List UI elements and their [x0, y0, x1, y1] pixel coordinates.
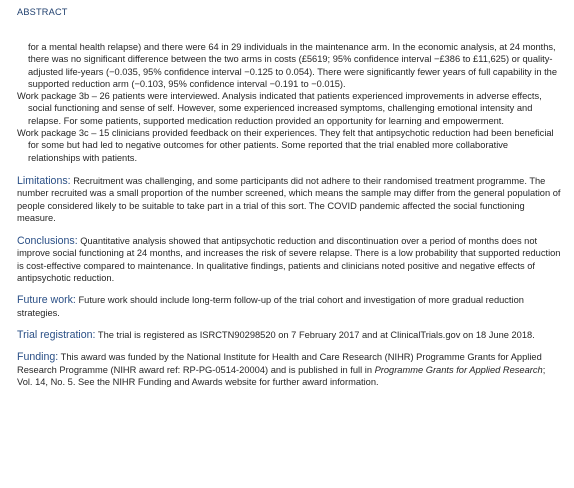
- limitations-title: Limitations:: [17, 174, 71, 187]
- section-header-label: ABSTRACT: [17, 7, 68, 17]
- funding-section: [17, 351, 562, 388]
- conclusions-text: Quantitative analysis showed that antipsychotic reduction and discontinuation over a period of months does not improve social functioning at 24 months, and increases the risk of severe relapse. There is a low probability that supported reduction is cost-effective compared to maintenance. In qualitative findings, patients and clinicians noted positive and negative effects of antipsychotic reduction.: [17, 236, 561, 284]
- limitations-section: [17, 175, 562, 224]
- funding-text-after: ; Vol. 14, No. 5. See the NIHR Funding and Awards website for further award information.: [17, 364, 546, 387]
- future-work-section: [17, 294, 562, 319]
- funding-journal-title: Programme Grants for Applied Research: [374, 364, 543, 375]
- conclusions-section: [17, 235, 562, 284]
- trial-registration-text: The trial is registered as ISRCTN90298520 on 7 February 2017 and at ClinicalTrials.gov on 18 June 2018.: [97, 329, 535, 340]
- funding-text-before: This award was funded by the National Institute for Health and Care Research (NIHR) Programme Grants for Applied Research Programme (NIHR award ref: RP-PG-0514-20004) and is published in full in: [17, 352, 542, 375]
- future-work-title: Future work:: [17, 294, 76, 307]
- continued-paragraph: for a mental health relapse) and there were 64 in 29 individuals in the maintenance arm. In the economic analysis, at 24 months, there was no significant difference between the two arms in costs (£5619; 95% confidence interval −£386 to £11,625) or quality-adjusted life-years (−0.035, 95% confidence interval −0.125 to 0.054). There were significantly fewer years of full capability in the supported reduction arm (−0.103, 95% confidence interval −0.191 to −0.015).: [28, 42, 558, 89]
- trial-registration-section: [17, 329, 562, 341]
- work-package-3b: Work package 3b – 26 patients were interviewed. Analysis indicated that patients experienced improvements in adverse effects, social functioning and sense of self. However, some experienced increased symptoms, challenging emotional intensity and relapse. For some patients, supported medication reduction provided an opportunity for learning and empowerment.: [17, 91, 542, 126]
- abstract-body: [17, 41, 562, 388]
- limitations-text: Recruitment was challenging, and some participants did not adhere to their randomised treatment programme. The number recruited was a small proportion of the number screened, which means the sample may differ from the general population of people considered likely to be suitable to take part in a trial of this sort. The COVID pandemic affected the social functioning measure.: [17, 175, 561, 223]
- funding-title: Funding:: [17, 351, 59, 364]
- trial-registration-title: Trial registration:: [17, 328, 96, 341]
- conclusions-title: Conclusions:: [17, 235, 78, 248]
- future-work-text: Future work should include long-term follow-up of the trial cohort and investigation of more gradual reduction strategies.: [17, 295, 524, 318]
- work-package-3c: Work package 3c – 15 clinicians provided feedback on their experiences. They felt that antipsychotic reduction had been beneficial for some but had led to negative outcomes for other patients. Some reported that the trial enabled more collaborative relationships with patients.: [17, 128, 554, 163]
